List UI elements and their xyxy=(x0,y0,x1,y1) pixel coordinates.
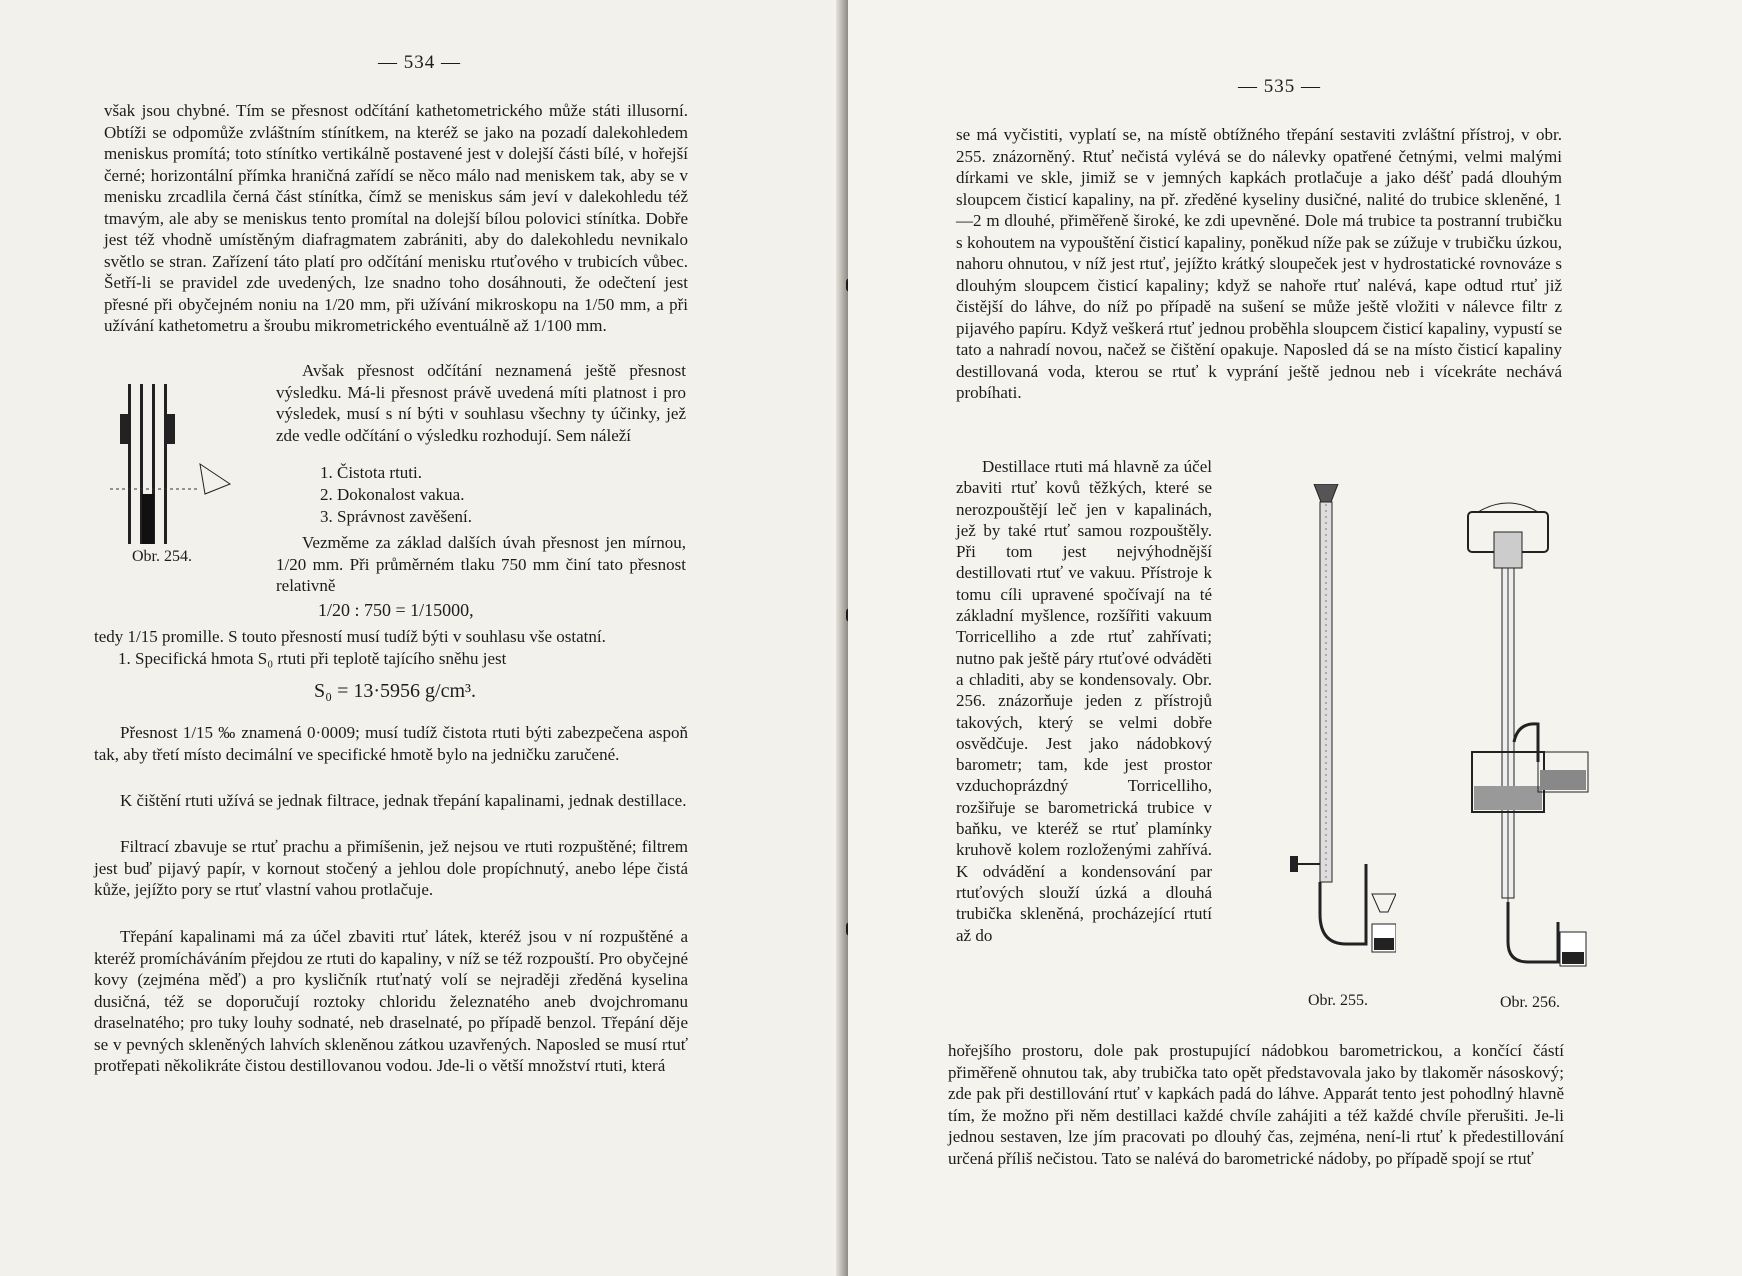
left-list xyxy=(320,462,472,528)
right-paragraph-3: hořejšího prostoru, dole pak prostupující nádobkou barometrickou, a končící částí přiměřeně ohnutou tak, aby trubička tato opět představovala jako by tlakoměr násoskový; zde pak při destillování rtuť v kapkách padá do láhve. Apparát tento jest pohodlný hlavně tím, že možno při něm destillaci každé chvíle zahájiti a též každé chvíle přerušiti. Je-li jednou sestaven, lze jím pracovati po dlouhý čas, zejména, není-li rtuť k předestillování určená příliš nečistou. Tato se nalévá do barometrické nádoby, po případě spojí se rtuť xyxy=(948,1041,1564,1168)
figure-256-caption: Obr. 256. xyxy=(1500,994,1560,1011)
left-paragraph-3: Vezměme za základ dalších úvah přesnost jen mírnou, 1/20 mm. Při průměrném tlaku 750 mm činí tato přesnost relativně xyxy=(276,533,686,595)
figure-254 xyxy=(110,384,240,544)
left-paragraph-8: Filtrací zbavuje se rtuť prachu a přimíšenin, jež nejsou ve rtuti rozpuštěné; filtrem jest buď pijavý papír, v kornout stočený a jehlou dole propíchnutý, anebo lépe čistá kůže, jejížto pory se rtuť vlastní vahou protlačuje. xyxy=(94,837,688,899)
figure-255 xyxy=(1276,484,1396,984)
list-item: 3. Správnost zavěšení. xyxy=(320,507,473,526)
left-page xyxy=(0,0,862,1276)
right-paragraph-2: Destillace rtuti má hlavně za účel zbaviti rtuť kovů těžkých, které se nerozpouštějí leč jen v kapalinách, jež by také rtuť samou rozpouštěly. Při tom jest nejvýhodnější destillovati rtuť ve vakuu. Přístroje k tomu cíli upravené spočívají na té základní myšlence, rozšířiti vakuum Torricelliho a zde rtuť zahřívati; nutno pak ještě páry rtuťové odváděti a chladiti, aby se kondensovaly. Obr. 256. znázorňuje jeden z přístrojů takových, který se velmi dobře osvědčuje. Jest jako nádobkový barometr; tam, kde jest prostor vzduchoprázdný Torricelliho, rozšiřuje se barometrická trubice v baňku, ve kteréž se rtuť plamínky kruhově kolem rozloženými zahřívá. K odvádění a kondensování par rtuťových slouží úzká a dlouhá trubička skleněná, procházející rtutí až do xyxy=(956,457,1212,945)
left-paragraph-2: Avšak přesnost odčítání neznamená ještě přesnost výsledku. Má-li přesnost právě uvedená míti platnost i pro výsledek, musí s ní býti v souhlasu všechny ty účinky, jež zde vedle odčítání o výsledku rozhodují. Sem náleží xyxy=(276,361,686,445)
equation-1: 1/20 : 750 = 1/15000, xyxy=(318,600,474,620)
right-page xyxy=(848,0,1742,1276)
equation-2: S₀ = 13·5956 g/cm³. xyxy=(314,680,477,702)
list-item: 2. Dokonalost vakua. xyxy=(320,485,465,504)
left-paragraph-9: Třepání kapalinami má za účel zbaviti rtuť látek, kteréž jsou v ní rozpuštěné a kteréž promícháváním přejdou ze rtuti do kapaliny, v níž se též rozpouští. Pro obyčejné kovy (zejména měď) a pro kysličník rtuťnatý volí se nejraději zředěná kyselina dusičná, též se doporučují roztoky chloridu železnatého aneb dvojchromanu draselnatého; pro tuky louhy sodnaté, neb draselnaté, po případě benzol. Třepání děje se v pevných skleněných lahvích skleněnou zátkou uzavřených. Naposled se musí rtuť protřepati několikráte čistou destillovanou vodou. Jde-li o větší množství rtuti, která xyxy=(94,927,688,1075)
figure-256 xyxy=(1458,502,1598,982)
figure-255-caption: Obr. 255. xyxy=(1308,992,1368,1009)
left-paragraph-4: tedy 1/15 promille. S touto přesností musí tudíž býti v souhlasu vše ostatní. xyxy=(94,627,606,646)
left-paragraph-6: Přesnost 1/15 ‰ znamená 0·0009; musí tudíž čistota rtuti býti zabezpečena aspoň tak, aby třetí místo decimální ve specifické hmotě bylo na jedničku zaručené. xyxy=(94,723,688,764)
list-item: 1. Čistota rtuti. xyxy=(320,463,422,482)
left-paragraph-7: K čištění rtuti užívá se jednak filtrace, jednak třepání kapalinami, jednak destillace. xyxy=(120,791,687,810)
right-paragraph-1: se má vyčistiti, vyplatí se, na místě obtížného třepání sestaviti zvláštní přístroj, v obr. 255. znázorněný. Rtuť nečistá vylévá se do nálevky opatřené četnými, velmi malými dírkami ve skle, jimiž se v jemných kapkách protlačuje a jako déšť padá dlouhým sloupcem čisticí kapaliny, na př. zředěné kyseliny dusičné, nalité do trubice skleněné, 1—2 m dlouhé, přiměřeně široké, ke zdi upevněné. Dole má trubice ta postranní trubičku s kohoutem na vypouštění čisticí kapaliny, poněkud níže pak se zúžuje v trubičku úzkou, nahoru ohnutou, v níž jest rtuť, jejížto krátký sloupeček jest v hydrostatické rovnováze s dlouhým sloupcem čisticí kapaliny; když se nahoře rtuť nalévá, kape odtud rtuť již čistější do láhve, do níž po případě na sušení se může ještě vložiti v nálevce filtr z pijavého papíru. Když veškerá rtuť jednou proběhla sloupcem čisticí kapaliny, vypustí se tato a nahradí novou, načež se čištění opakuje. Naposled dá se na místo čisticí kapaliny destillovaná voda, kterou se rtuť k vyprání ještě jednou neb i vícekráte nechává probíhati. xyxy=(956,125,1562,402)
page-number-right: — 535 — xyxy=(1238,76,1321,97)
figure-254-caption: Obr. 254. xyxy=(132,548,192,565)
page-number-left: — 534 — xyxy=(378,52,461,73)
left-paragraph-1: však jsou chybné. Tím se přesnost odčítání kathetometrického může státi illusorní. Obtíži se odpomůže zvláštním stínítkem, na kteréž se jako na pozadí dalekohledem meniskus promítá; toto stínítko vertikálně postavené jest v dolejší části bílé, v hořejší černé; horizontální přímka hraničná zařídí se něco málo nad meniskem tak, aby se v menisku zrcadlila černá část stínítka, čímž se meniskus sám jeví v dalekohledu též tmavým, ale aby se meniskus tento promítal na dolejší bílou polovici stínítka. Dobře jest též vhodně umístěným diafragmatem zabrániti, aby do dalekohledu nevnikalo světlo se stran. Zařízení táto platí pro odčítání menisku rtuťového v trubicích vůbec. Šetří-li se pravidel zde uvedených, lze snadno toho dosáhnouti, že odečtení jest přesné při obyčejném noniu na 1/20 mm, při užívání mikroskopu na 1/50 mm, a při užívání kathetometru a šroubu mikrometrického eventuálně až 1/100 mm. xyxy=(104,101,688,335)
left-paragraph-5: 1. Specifická hmota S₀ rtuti při teplotě tajícího sněhu jest xyxy=(118,649,507,668)
